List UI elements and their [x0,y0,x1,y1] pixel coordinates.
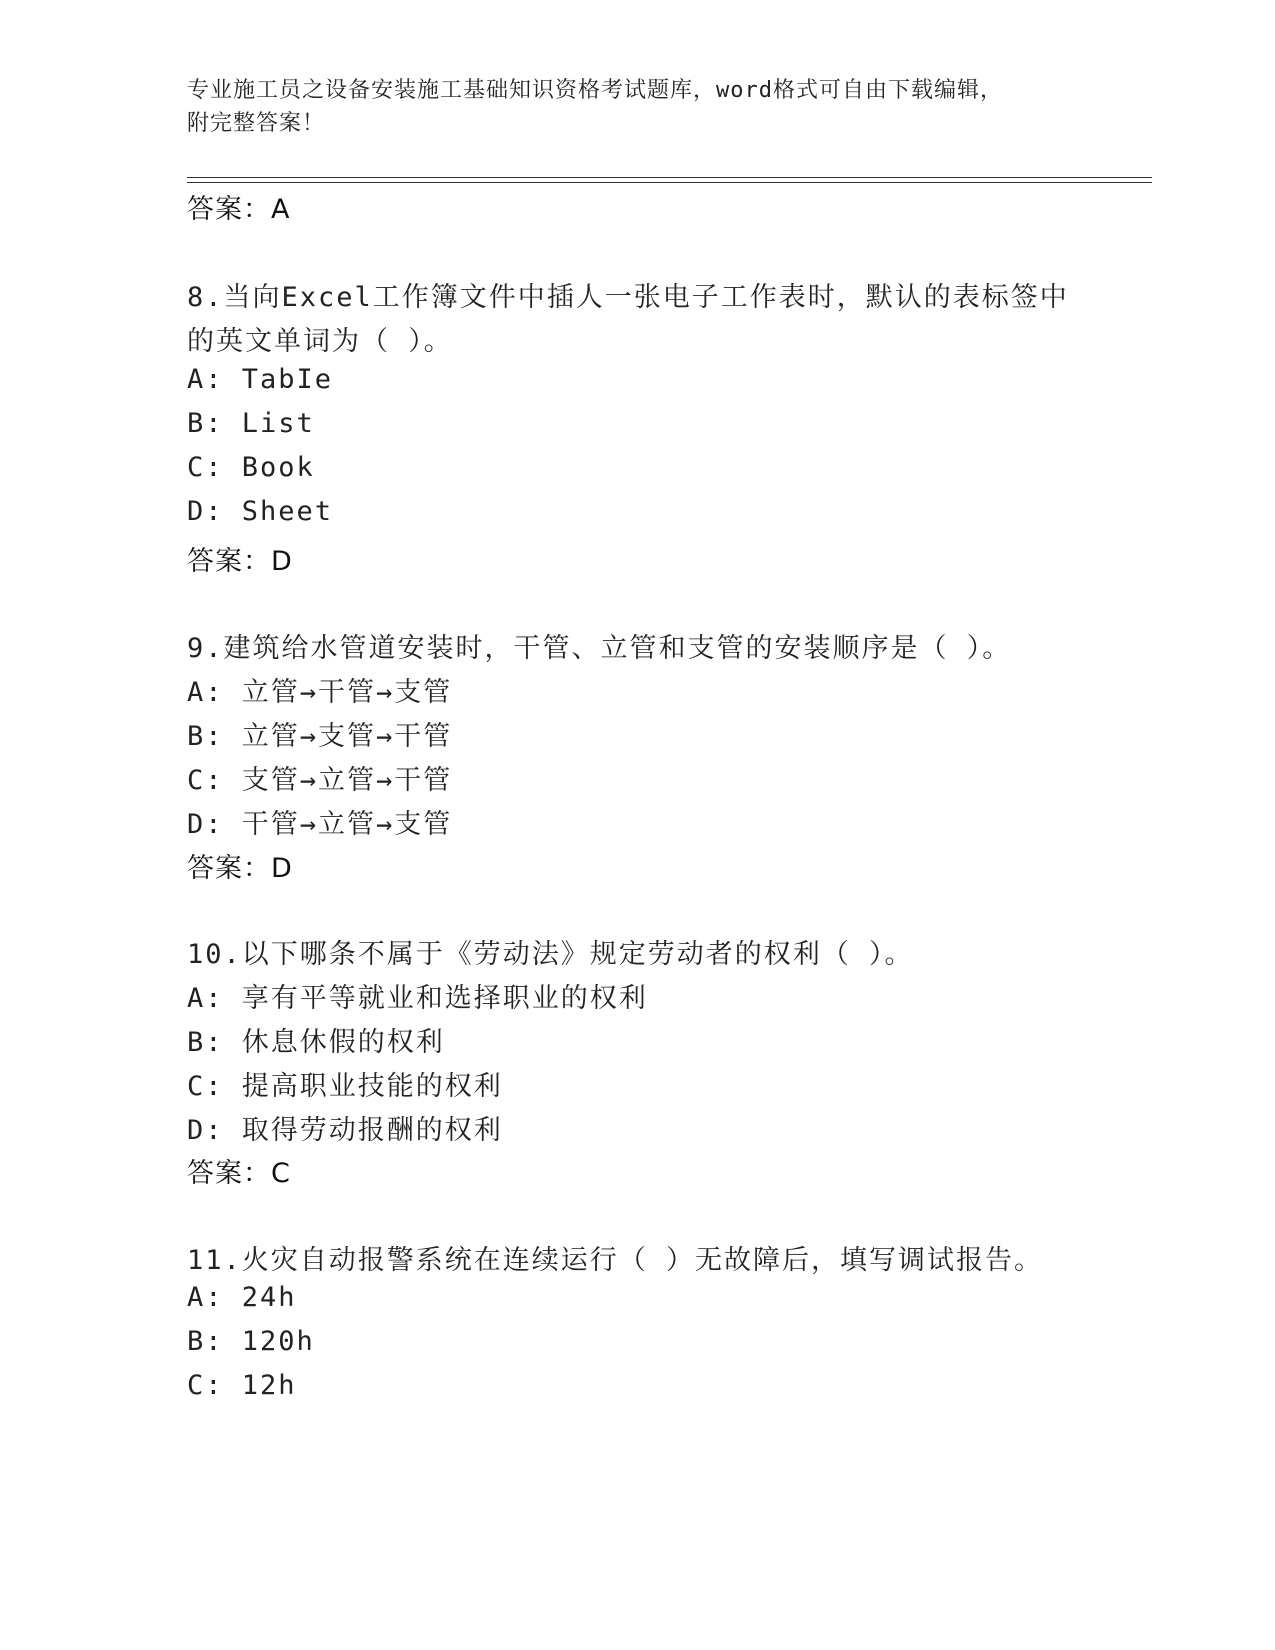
header-line-2: 附完整答案！ [187,111,326,136]
question-10-option-b: B: 休息休假的权利 [187,1027,445,1058]
question-10-option-d: D: 取得劳动报酬的权利 [187,1115,503,1146]
question-8-option-b: B: List [187,408,315,439]
question-10-option-a: A: 享有平等就业和选择职业的权利 [187,983,648,1014]
question-9-option-a: A: 立管→干管→支管 [187,677,453,708]
question-10-option-c: C: 提高职业技能的权利 [187,1071,503,1102]
question-9-option-b: B: 立管→支管→干管 [187,721,453,752]
question-9-answer: 答案：D [187,853,293,884]
question-9-stem: 9.建筑给水管道安装时，干管、立管和支管的安装顺序是（ ）。 [187,633,1012,664]
answer-prev: 答案：A [187,194,291,225]
question-11-option-a: A: 24h [187,1282,297,1313]
question-11-stem: 11.火灾自动报警系统在连续运行（ ）无故障后，填写调试报告。 [187,1245,1044,1276]
document-header [187,74,1087,140]
question-8-option-d: D: Sheet [187,496,334,527]
question-10-answer: 答案：C [187,1158,291,1189]
question-8-option-c: C: Book [187,452,315,483]
question-10-stem: 10.以下哪条不属于《劳动法》规定劳动者的权利（ ）。 [187,939,914,970]
header-line-1: 专业施工员之设备安装施工基础知识资格考试题库，word格式可自由下载编辑， [187,78,1003,103]
header-divider-bottom [187,182,1152,183]
header-divider-top [187,177,1152,178]
question-8-answer: 答案：D [187,546,293,577]
question-11-option-c: C: 12h [187,1370,297,1401]
question-8-stem-line-1: 8.当向Excel工作簿文件中插人一张电子工作表时，默认的表标签中 [187,282,1069,313]
question-9-option-c: C: 支管→立管→干管 [187,765,453,796]
question-8-stem-line-2: 的英文单词为（ ）。 [187,326,453,357]
question-9-option-d: D: 干管→立管→支管 [187,809,453,840]
question-8-option-a: A: TabIe [187,364,334,395]
question-11-option-b: B: 120h [187,1326,315,1357]
